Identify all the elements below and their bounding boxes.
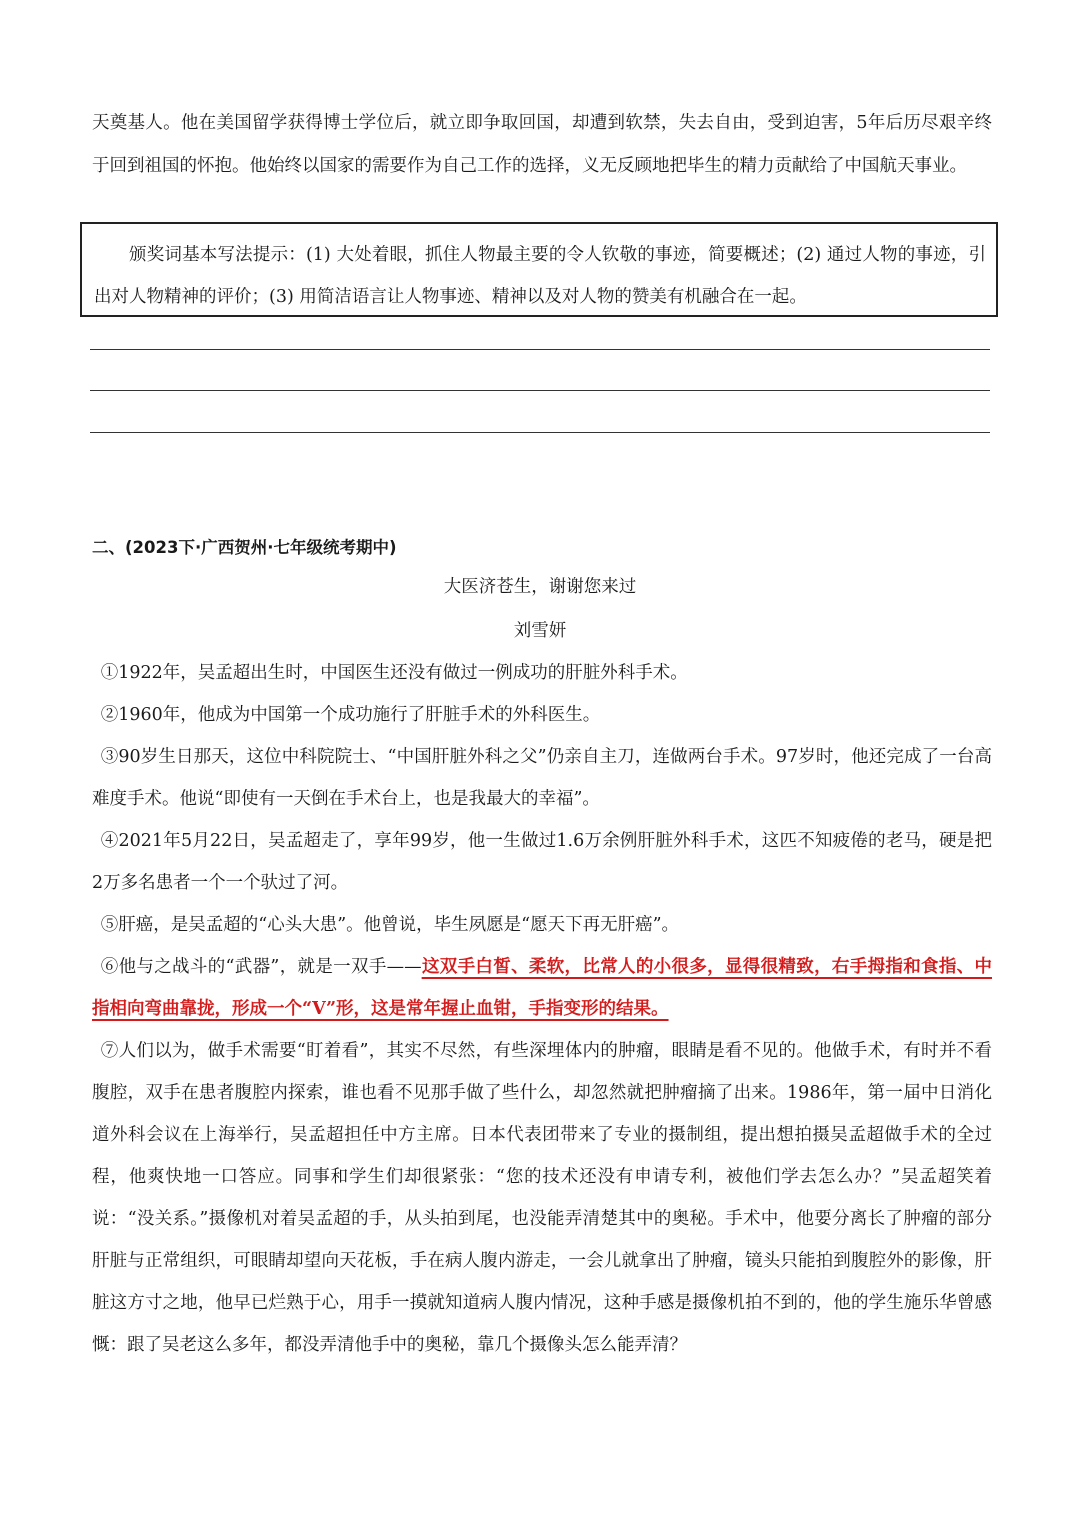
section-title: 二、(2023下·广西贺州·七年级统考期中) [92, 538, 397, 557]
article-paragraph-3: ③90岁生日那天，这位中科院院士、“中国肝脏外科之父”仍亲自主刀，连做两台手术。97岁时，他还完成了一台高难度手术。他说“即使有一天倒在手术台上，也是我最大的幸福”。 [92, 747, 992, 809]
article-paragraph-7: ⑦人们以为，做手术需要“盯着看”，其实不尽然，有些深埋体内的肿瘤，眼睛是看不见的。他做手术，有时并不看腹腔，双手在患者腹腔内探索，谁也看不见那手做了些什么，却忽然就把肿瘤摘了出来。1986年，第一届中日消化道外科会议在上海举行，吴孟超担任中方主席。日本代表团带来了专业的摄制组，提出想拍摄吴孟超做手术的全过程，他爽快地一口答应。同事和学生们却很紧张：“您的技术还没有申请专利，被他们学去怎么办？”吴孟超笑着说：“没关系。”摄像机对着吴孟超的手，从头拍到尾，也没能弄清楚其中的奥秘。手术中，他要分离长了肿瘤的部分肝脏与正常组织，可眼睛却望向天花板，手在病人腹内游走，一会儿就拿出了肿瘤，镜头只能拍到腹腔外的影像，肝脏这方寸之地，他早已烂熟于心，用手一摸就知道病人腹内情况，这种手感是摄像机拍不到的，他的学生施乐华曾感慨：跟了吴老这么多年，都没弄清他手中的奥秘，靠几个摄像头怎么能弄清？ [92, 1041, 992, 1355]
article-paragraph-5: ⑤肝癌，是吴孟超的“心头大患”。他曾说，毕生夙愿是“愿天下再无肝癌”。 [100, 915, 680, 935]
article-paragraph-6 [92, 946, 992, 1030]
answer-line[interactable] [90, 349, 990, 350]
paragraph-6-lead: ⑥他与之战斗的“武器”，就是一双手—— [100, 957, 422, 977]
article-author: 刘雪妍 [513, 621, 567, 641]
article-paragraph-4: ④2021年5月22日，吴孟超走了，享年99岁，他一生做过1.6万余例肝脏外科手术，这匹不知疲倦的老马，硬是把2万多名患者一个一个驮过了河。 [92, 831, 992, 893]
article-paragraph-1: ①1922年，吴孟超出生时，中国医生还没有做过一例成功的肝脏外科手术。 [100, 663, 688, 683]
article-body [92, 652, 992, 1366]
writing-hint-box: 颁奖词基本写法提示：(1) 大处着眼，抓住人物最主要的令人钦敬的事迹，简要概述；(2) 通过人物的事迹，引出对人物精神的评价；(3) 用简洁语言让人物事迹、精神以及对人物的赞美有机融合在一起。 [80, 222, 998, 317]
intro-paragraph: 天奠基人。他在美国留学获得博士学位后，就立即争取回国，却遭到软禁，失去自由，受到迫害，5年后历尽艰辛终于回到祖国的怀抱。他始终以国家的需要作为自己工作的选择，义无反顾地把毕生的精力贡献给了中国航天事业。 [92, 113, 992, 176]
highlighted-hand-description: 这双手白皙、柔软，比常人的小很多，显得很精致，右手拇指和食指、中指相向弯曲靠拢，形成一个“V”形，这是常年握止血钳，手指变形的结果。 [92, 957, 992, 1019]
article-paragraph-2: ②1960年，他成为中国第一个成功施行了肝脏手术的外科医生。 [100, 705, 601, 725]
answer-line[interactable] [90, 390, 990, 391]
article-title: 大医济苍生，谢谢您来过 [443, 577, 637, 597]
answer-line[interactable] [90, 432, 990, 433]
